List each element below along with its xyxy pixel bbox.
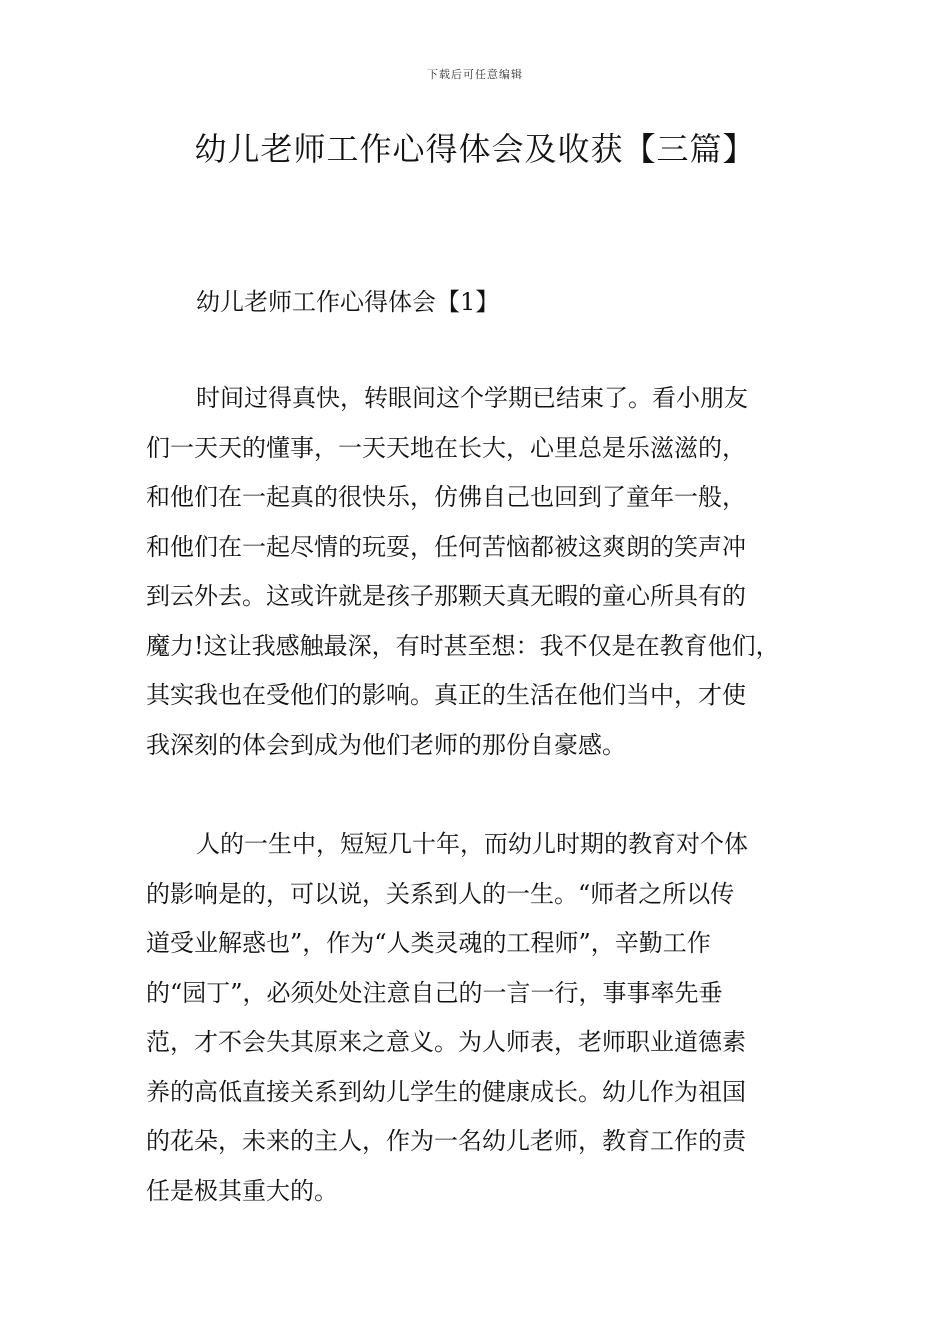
- paragraph-line: 魔力!这让我感触最深，有时甚至想：我不仅是在教育他们，: [146, 631, 780, 660]
- paragraph-line: 们一天天的懂事，一天天地在长大，心里总是乐滋滋的，: [146, 433, 746, 462]
- paragraph-line: 养的高低直接关系到幼儿学生的健康成长。幼儿作为祖国: [146, 1077, 746, 1106]
- paragraph-2: [146, 820, 826, 1216]
- paragraph-line: 和他们在一起尽情的玩耍，任何苦恼都被这爽朗的笑声冲: [146, 532, 746, 561]
- paragraph-line: 到云外去。这或许就是孩子那颗天真无暇的童心所具有的: [146, 582, 746, 610]
- paragraph-line: 人的一生中，短短几十年，而幼儿时期的教育对个体: [196, 830, 748, 858]
- paragraph-1: [146, 374, 826, 770]
- paragraph-line: 时间过得真快，转眼间这个学期已结束了。看小朋友: [196, 384, 748, 412]
- paragraph-line: 其实我也在受他们的影响。真正的生活在他们当中，才使: [146, 681, 746, 709]
- paragraph-line: 的花朵，未来的主人，作为一名幼儿老师，教育工作的责: [146, 1127, 746, 1155]
- paragraph-line: 范，才不会失其原来之意义。为人师表，老师职业道德素: [146, 1028, 746, 1056]
- paragraph-line: 我深刻的体会到成为他们老师的那份自豪感。: [146, 730, 626, 759]
- paragraph-line: 道受业解惑也”，作为“人类灵魂的工程师”，辛勤工作: [146, 929, 711, 957]
- paragraph-line: 的“园丁”，必须处处注意自己的一言一行，事事率先垂: [146, 978, 723, 1007]
- paragraph-line: 和他们在一起真的很快乐，仿佛自己也回到了童年一般，: [146, 483, 746, 511]
- document-title: 幼儿老师工作心得体会及收获【三篇】: [194, 130, 756, 168]
- paragraph-line: 的影响是的，可以说，关系到人的一生。“师者之所以传: [146, 879, 735, 908]
- header-note: 下载后可任意编辑: [427, 68, 523, 81]
- paragraph-line: 任是极其重大的。: [146, 1176, 338, 1205]
- section-heading: 幼儿老师工作心得体会【1】: [196, 288, 500, 316]
